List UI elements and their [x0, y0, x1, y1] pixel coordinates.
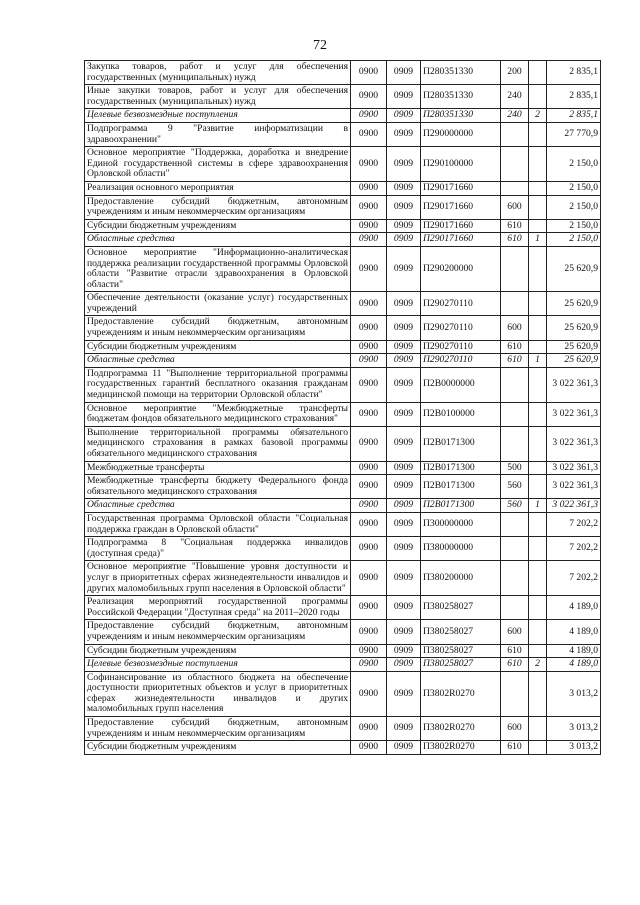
- row-name: Областные средства: [85, 233, 351, 247]
- expense-type-code: 610: [501, 644, 529, 658]
- funding-source-code: 1: [529, 233, 547, 247]
- amount: 3 013,2: [547, 671, 601, 716]
- chapter-code: 0900: [351, 561, 387, 596]
- row-name: Основное мероприятие "Межбюджетные трансферты бюджетам фондов обязательного медицинского страхования": [85, 402, 351, 426]
- row-name: Выполнение территориальной программы обязательного медицинского страхования в рамках базовой программы обязательного медицинского страхования: [85, 426, 351, 461]
- funding-source-code: [529, 147, 547, 182]
- target-article-code: П290270110: [421, 316, 501, 340]
- amount: 4 189,0: [547, 596, 601, 620]
- subsection-code: 0909: [387, 596, 421, 620]
- subsection-code: 0909: [387, 316, 421, 340]
- table-row: [85, 658, 601, 672]
- amount: 7 202,2: [547, 537, 601, 561]
- table-row: [85, 147, 601, 182]
- target-article-code: П300000000: [421, 512, 501, 536]
- subsection-code: 0909: [387, 61, 421, 85]
- table-row: [85, 620, 601, 644]
- expense-type-code: 560: [501, 475, 529, 499]
- row-name: Межбюджетные трансферты: [85, 461, 351, 475]
- expense-type-code: [501, 367, 529, 402]
- expense-type-code: 610: [501, 233, 529, 247]
- amount: 3 022 361,3: [547, 475, 601, 499]
- amount: 2 835,1: [547, 61, 601, 85]
- row-name: Основное мероприятие "Поддержка, доработка и внедрение Единой государственной системы в сфере здравоохранения Орловской области": [85, 147, 351, 182]
- subsection-code: 0909: [387, 512, 421, 536]
- amount: 25 620,9: [547, 354, 601, 368]
- row-name: Предоставление субсидий бюджетным, автономным учреждениям и иным некоммерческим организациям: [85, 620, 351, 644]
- funding-source-code: 1: [529, 354, 547, 368]
- row-name: Основное мероприятие "Повышение уровня доступности и услуг в приоритетных сферах жизнедеятельности инвалидов и других маломобильных групп населения в Орловской области": [85, 561, 351, 596]
- amount: 2 835,1: [547, 109, 601, 123]
- row-name: Субсидии бюджетным учреждениям: [85, 340, 351, 354]
- funding-source-code: [529, 561, 547, 596]
- amount: 2 150,0: [547, 195, 601, 219]
- subsection-code: 0909: [387, 658, 421, 672]
- funding-source-code: [529, 316, 547, 340]
- expense-type-code: [501, 561, 529, 596]
- chapter-code: 0900: [351, 461, 387, 475]
- funding-source-code: [529, 475, 547, 499]
- target-article-code: П280351330: [421, 85, 501, 109]
- amount: 25 620,9: [547, 246, 601, 291]
- table-row: [85, 195, 601, 219]
- target-article-code: П2В0171300: [421, 426, 501, 461]
- chapter-code: 0900: [351, 658, 387, 672]
- amount: 27 770,9: [547, 122, 601, 146]
- amount: 2 150,0: [547, 233, 601, 247]
- expense-type-code: [501, 246, 529, 291]
- expense-type-code: 610: [501, 340, 529, 354]
- row-name: Областные средства: [85, 499, 351, 513]
- expense-type-code: [501, 537, 529, 561]
- chapter-code: 0900: [351, 499, 387, 513]
- amount: 2 150,0: [547, 219, 601, 233]
- funding-source-code: [529, 195, 547, 219]
- target-article-code: П290171660: [421, 219, 501, 233]
- subsection-code: 0909: [387, 717, 421, 741]
- table-row: [85, 233, 601, 247]
- subsection-code: 0909: [387, 122, 421, 146]
- funding-source-code: 1: [529, 499, 547, 513]
- expense-type-code: [501, 292, 529, 316]
- amount: 2 150,0: [547, 147, 601, 182]
- expense-type-code: 610: [501, 658, 529, 672]
- expense-type-code: [501, 426, 529, 461]
- row-name: Закупка товаров, работ и услуг для обеспечения государственных (муниципальных) нужд: [85, 61, 351, 85]
- funding-source-code: [529, 367, 547, 402]
- subsection-code: 0909: [387, 340, 421, 354]
- funding-source-code: [529, 246, 547, 291]
- table-row: [85, 561, 601, 596]
- chapter-code: 0900: [351, 85, 387, 109]
- chapter-code: 0900: [351, 316, 387, 340]
- row-name: Подпрограмма 8 "Социальная поддержка инвалидов (доступная среда)": [85, 537, 351, 561]
- expense-type-code: 600: [501, 316, 529, 340]
- target-article-code: П2В0000000: [421, 367, 501, 402]
- table-row: [85, 292, 601, 316]
- row-name: Предоставление субсидий бюджетным, автономным учреждениям и иным некоммерческим организациям: [85, 717, 351, 741]
- table-row: [85, 109, 601, 123]
- amount: 25 620,9: [547, 292, 601, 316]
- row-name: Целевые безвозмездные поступления: [85, 109, 351, 123]
- row-name: Субсидии бюджетным учреждениям: [85, 219, 351, 233]
- target-article-code: П290171660: [421, 195, 501, 219]
- amount: 3 022 361,3: [547, 499, 601, 513]
- funding-source-code: [529, 426, 547, 461]
- amount: 4 189,0: [547, 644, 601, 658]
- expense-type-code: 600: [501, 717, 529, 741]
- expense-type-code: 200: [501, 61, 529, 85]
- target-article-code: П380258027: [421, 596, 501, 620]
- table-row: [85, 367, 601, 402]
- chapter-code: 0900: [351, 426, 387, 461]
- subsection-code: 0909: [387, 354, 421, 368]
- table-row: [85, 596, 601, 620]
- amount: 3 013,2: [547, 717, 601, 741]
- target-article-code: П290270110: [421, 354, 501, 368]
- funding-source-code: [529, 219, 547, 233]
- target-article-code: П380258027: [421, 658, 501, 672]
- row-name: Реализация мероприятий государственной программы Российской Федерации "Доступная среда" на 2011–2020 годы: [85, 596, 351, 620]
- chapter-code: 0900: [351, 644, 387, 658]
- target-article-code: П380258027: [421, 620, 501, 644]
- target-article-code: П290270110: [421, 340, 501, 354]
- target-article-code: П2В0171300: [421, 475, 501, 499]
- amount: 3 013,2: [547, 741, 601, 755]
- amount: 2 150,0: [547, 181, 601, 195]
- funding-source-code: [529, 596, 547, 620]
- target-article-code: П380258027: [421, 644, 501, 658]
- funding-source-code: [529, 512, 547, 536]
- table-row: [85, 475, 601, 499]
- funding-source-code: [529, 340, 547, 354]
- funding-source-code: [529, 402, 547, 426]
- expense-type-code: [501, 512, 529, 536]
- table-row: [85, 219, 601, 233]
- funding-source-code: [529, 644, 547, 658]
- target-article-code: П380200000: [421, 561, 501, 596]
- target-article-code: П290171660: [421, 181, 501, 195]
- amount: 7 202,2: [547, 512, 601, 536]
- target-article-code: П280351330: [421, 61, 501, 85]
- row-name: Подпрограмма 9 "Развитие информатизации в здравоохранении": [85, 122, 351, 146]
- table-row: [85, 340, 601, 354]
- subsection-code: 0909: [387, 195, 421, 219]
- chapter-code: 0900: [351, 147, 387, 182]
- chapter-code: 0900: [351, 195, 387, 219]
- subsection-code: 0909: [387, 537, 421, 561]
- expense-type-code: [501, 402, 529, 426]
- amount: 4 189,0: [547, 620, 601, 644]
- chapter-code: 0900: [351, 292, 387, 316]
- subsection-code: 0909: [387, 426, 421, 461]
- target-article-code: П290270110: [421, 292, 501, 316]
- row-name: Государственная программа Орловской области "Социальная поддержка граждан в Орловской области": [85, 512, 351, 536]
- expense-type-code: [501, 122, 529, 146]
- amount: 25 620,9: [547, 316, 601, 340]
- row-name: Обеспечение деятельности (оказание услуг) государственных учреждений: [85, 292, 351, 316]
- amount: 25 620,9: [547, 340, 601, 354]
- expense-type-code: 500: [501, 461, 529, 475]
- target-article-code: П290000000: [421, 122, 501, 146]
- row-name: Целевые безвозмездные поступления: [85, 658, 351, 672]
- chapter-code: 0900: [351, 671, 387, 716]
- chapter-code: 0900: [351, 340, 387, 354]
- table-row: [85, 537, 601, 561]
- table-row: [85, 671, 601, 716]
- expense-type-code: [501, 671, 529, 716]
- table-row: [85, 512, 601, 536]
- subsection-code: 0909: [387, 620, 421, 644]
- row-name: Межбюджетные трансферты бюджету Федерального фонда обязательного медицинского страхования: [85, 475, 351, 499]
- funding-source-code: [529, 292, 547, 316]
- subsection-code: 0909: [387, 402, 421, 426]
- table-row: [85, 741, 601, 755]
- subsection-code: 0909: [387, 367, 421, 402]
- row-name: Подпрограмма 11 "Выполнение территориальной программы государственных гарантий бесплатного оказания гражданам медицинской помощи на территории Орловской области": [85, 367, 351, 402]
- chapter-code: 0900: [351, 246, 387, 291]
- chapter-code: 0900: [351, 181, 387, 195]
- subsection-code: 0909: [387, 147, 421, 182]
- chapter-code: 0900: [351, 741, 387, 755]
- subsection-code: 0909: [387, 644, 421, 658]
- row-name: Иные закупки товаров, работ и услуг для обеспечения государственных (муниципальных) нужд: [85, 85, 351, 109]
- table-row: [85, 402, 601, 426]
- subsection-code: 0909: [387, 85, 421, 109]
- expense-type-code: 600: [501, 620, 529, 644]
- table-row: [85, 246, 601, 291]
- amount: 3 022 361,3: [547, 461, 601, 475]
- target-article-code: П2В0100000: [421, 402, 501, 426]
- funding-source-code: [529, 122, 547, 146]
- table-row: [85, 426, 601, 461]
- table-body: [85, 61, 601, 755]
- funding-source-code: [529, 671, 547, 716]
- table-row: [85, 717, 601, 741]
- subsection-code: 0909: [387, 461, 421, 475]
- funding-source-code: [529, 741, 547, 755]
- chapter-code: 0900: [351, 402, 387, 426]
- row-name: Основное мероприятие "Информационно-аналитическая поддержка реализации государственной программы Орловской области "Развитие отрасли здравоохранения в Орловской области": [85, 246, 351, 291]
- expense-type-code: 240: [501, 85, 529, 109]
- chapter-code: 0900: [351, 537, 387, 561]
- expense-type-code: 560: [501, 499, 529, 513]
- chapter-code: 0900: [351, 219, 387, 233]
- chapter-code: 0900: [351, 109, 387, 123]
- row-name: Предоставление субсидий бюджетным, автономным учреждениям и иным некоммерческим организациям: [85, 195, 351, 219]
- table-row: [85, 644, 601, 658]
- amount: 7 202,2: [547, 561, 601, 596]
- funding-source-code: [529, 620, 547, 644]
- chapter-code: 0900: [351, 61, 387, 85]
- expense-type-code: [501, 147, 529, 182]
- subsection-code: 0909: [387, 181, 421, 195]
- chapter-code: 0900: [351, 233, 387, 247]
- funding-source-code: 2: [529, 109, 547, 123]
- budget-table: [84, 60, 601, 755]
- row-name: Реализация основного мероприятия: [85, 181, 351, 195]
- expense-type-code: 240: [501, 109, 529, 123]
- funding-source-code: [529, 537, 547, 561]
- target-article-code: П380000000: [421, 537, 501, 561]
- chapter-code: 0900: [351, 512, 387, 536]
- chapter-code: 0900: [351, 122, 387, 146]
- amount: 4 189,0: [547, 658, 601, 672]
- page-number: 72: [313, 38, 327, 53]
- funding-source-code: 2: [529, 658, 547, 672]
- table-row: [85, 61, 601, 85]
- target-article-code: П290200000: [421, 246, 501, 291]
- table-row: [85, 316, 601, 340]
- funding-source-code: [529, 85, 547, 109]
- subsection-code: 0909: [387, 109, 421, 123]
- chapter-code: 0900: [351, 367, 387, 402]
- subsection-code: 0909: [387, 741, 421, 755]
- subsection-code: 0909: [387, 219, 421, 233]
- amount: 3 022 361,3: [547, 426, 601, 461]
- target-article-code: П3802R0270: [421, 741, 501, 755]
- expense-type-code: [501, 596, 529, 620]
- expense-type-code: 610: [501, 354, 529, 368]
- subsection-code: 0909: [387, 499, 421, 513]
- table-row: [85, 354, 601, 368]
- funding-source-code: [529, 461, 547, 475]
- subsection-code: 0909: [387, 292, 421, 316]
- subsection-code: 0909: [387, 475, 421, 499]
- table-row: [85, 85, 601, 109]
- target-article-code: П290100000: [421, 147, 501, 182]
- table-row: [85, 499, 601, 513]
- target-article-code: П2В0171300: [421, 461, 501, 475]
- target-article-code: П2В0171300: [421, 499, 501, 513]
- target-article-code: П290171660: [421, 233, 501, 247]
- subsection-code: 0909: [387, 246, 421, 291]
- target-article-code: П3802R0270: [421, 717, 501, 741]
- subsection-code: 0909: [387, 233, 421, 247]
- expense-type-code: 610: [501, 219, 529, 233]
- row-name: Областные средства: [85, 354, 351, 368]
- funding-source-code: [529, 181, 547, 195]
- chapter-code: 0900: [351, 620, 387, 644]
- chapter-code: 0900: [351, 475, 387, 499]
- row-name: Субсидии бюджетным учреждениям: [85, 644, 351, 658]
- funding-source-code: [529, 717, 547, 741]
- expense-type-code: 600: [501, 195, 529, 219]
- table-row: [85, 461, 601, 475]
- table-row: [85, 122, 601, 146]
- amount: 3 022 361,3: [547, 402, 601, 426]
- expense-type-code: 610: [501, 741, 529, 755]
- chapter-code: 0900: [351, 717, 387, 741]
- amount: 3 022 361,3: [547, 367, 601, 402]
- target-article-code: П3802R0270: [421, 671, 501, 716]
- expense-type-code: [501, 181, 529, 195]
- row-name: Предоставление субсидий бюджетным, автономным учреждениям и иным некоммерческим организациям: [85, 316, 351, 340]
- chapter-code: 0900: [351, 596, 387, 620]
- chapter-code: 0900: [351, 354, 387, 368]
- subsection-code: 0909: [387, 671, 421, 716]
- row-name: Субсидии бюджетным учреждениям: [85, 741, 351, 755]
- row-name: Софинансирование из областного бюджета на обеспечение доступности приоритетных объектов и услуг в приоритетных сферах жизнедеятельности инвалидов и других маломобильных групп населения: [85, 671, 351, 716]
- amount: 2 835,1: [547, 85, 601, 109]
- funding-source-code: [529, 61, 547, 85]
- target-article-code: П280351330: [421, 109, 501, 123]
- table-row: [85, 181, 601, 195]
- subsection-code: 0909: [387, 561, 421, 596]
